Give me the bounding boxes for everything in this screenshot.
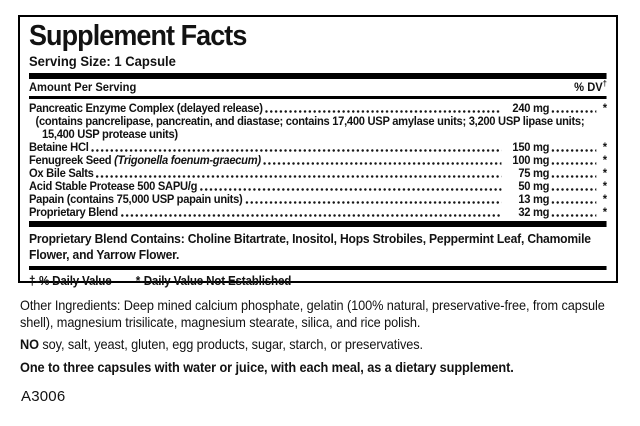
dv-asterisk: *	[602, 205, 607, 219]
ingredient-amount: 50 mg	[518, 179, 550, 193]
dotted-leader	[552, 110, 597, 113]
other-ingredients: Other Ingredients: Deep mined calcium phosphate, gelatin (100% natural, preservative-free, from capsule shell), magnesium trisilicate, magnesium stearate, silica, and rice polish.	[20, 297, 605, 330]
allergen-statement: NO soy, salt, yeast, gluten, egg products, sugar, starch, or preservatives.	[20, 336, 423, 352]
dotted-leader	[552, 162, 597, 165]
thin-rule	[29, 266, 607, 270]
dotted-leader	[552, 201, 597, 204]
amount-per-serving-label: Amount Per Serving	[29, 80, 137, 94]
supplement-facts-panel	[18, 15, 618, 288]
thick-rule	[29, 221, 607, 227]
blend-note: Proprietary Blend Contains: Choline Bitartrate, Inositol, Hops Strobiles, Peppermint Leaf, Chamomile Flower, and Yarrow Flower.	[29, 231, 591, 262]
dv-asterisk: *	[602, 179, 607, 193]
ingredient-amount: 240 mg	[512, 101, 550, 115]
ingredient-amount: 150 mg	[512, 140, 550, 154]
directions: One to three capsules with water or juice, with each meal, as a dietary supplement.	[20, 358, 514, 375]
dotted-leader	[121, 214, 502, 217]
ingredient-name: Ox Bile Salts	[29, 166, 94, 180]
product-code: A3006	[21, 388, 66, 405]
serving-size: Serving Size: 1 Capsule	[29, 53, 176, 69]
dotted-leader	[200, 188, 502, 191]
column-header-row	[29, 79, 607, 96]
dotted-leader	[264, 162, 502, 165]
ingredient-table	[29, 102, 607, 219]
ingredient-subnote: (contains pancrelipase, pancreatin, and diastase; contains 17,400 USP amylase units; 3,200 USP lipase units; 15,400 USP protease units)	[35, 114, 585, 141]
below-panel-text	[20, 297, 624, 381]
ingredient-amount: 100 mg	[512, 153, 550, 167]
dotted-leader	[552, 149, 597, 152]
ingredient-name: Proprietary Blend	[29, 205, 118, 219]
percent-dv-label: % DV†	[574, 79, 607, 94]
ingredient-name: Pancreatic Enzyme Complex (delayed release)	[29, 101, 263, 115]
dotted-leader	[552, 188, 597, 191]
ingredient-amount: 13 mg	[518, 192, 550, 206]
footnote-asterisk: *-Daily Value Not Established	[135, 274, 292, 288]
dotted-leader	[91, 149, 501, 152]
ingredient-name: Fenugreek Seed (Trigonella foenum-graecum)	[29, 153, 261, 167]
dotted-leader	[96, 175, 501, 178]
dotted-leader	[245, 201, 501, 204]
ingredient-name: Papain (contains 75,000 USP papain units)	[29, 192, 243, 206]
allergen-no: NO	[20, 336, 39, 352]
dv-asterisk: *	[602, 166, 607, 180]
ingredient-name: Betaine HCl	[29, 140, 89, 154]
dotted-leader	[552, 175, 597, 178]
footnote-dagger: †-% Daily Value	[29, 274, 112, 288]
dv-asterisk: *	[602, 153, 607, 167]
dv-asterisk: *	[602, 101, 607, 115]
ingredient-name: Acid Stable Protease 500 SAPU/g	[29, 179, 198, 193]
panel-title: Supplement Facts	[29, 20, 247, 52]
dagger-symbol: †	[602, 79, 607, 88]
ingredient-amount: 32 mg	[518, 205, 550, 219]
dotted-leader	[552, 214, 597, 217]
dv-asterisk: *	[602, 140, 607, 154]
footnote-row	[29, 274, 607, 289]
ingredient-amount: 75 mg	[518, 166, 550, 180]
thin-rule	[29, 96, 607, 99]
dv-asterisk: *	[602, 192, 607, 206]
table-row	[29, 206, 607, 219]
latin-name: (Trigonella foenum-graecum)	[114, 153, 261, 167]
dotted-leader	[265, 110, 501, 113]
